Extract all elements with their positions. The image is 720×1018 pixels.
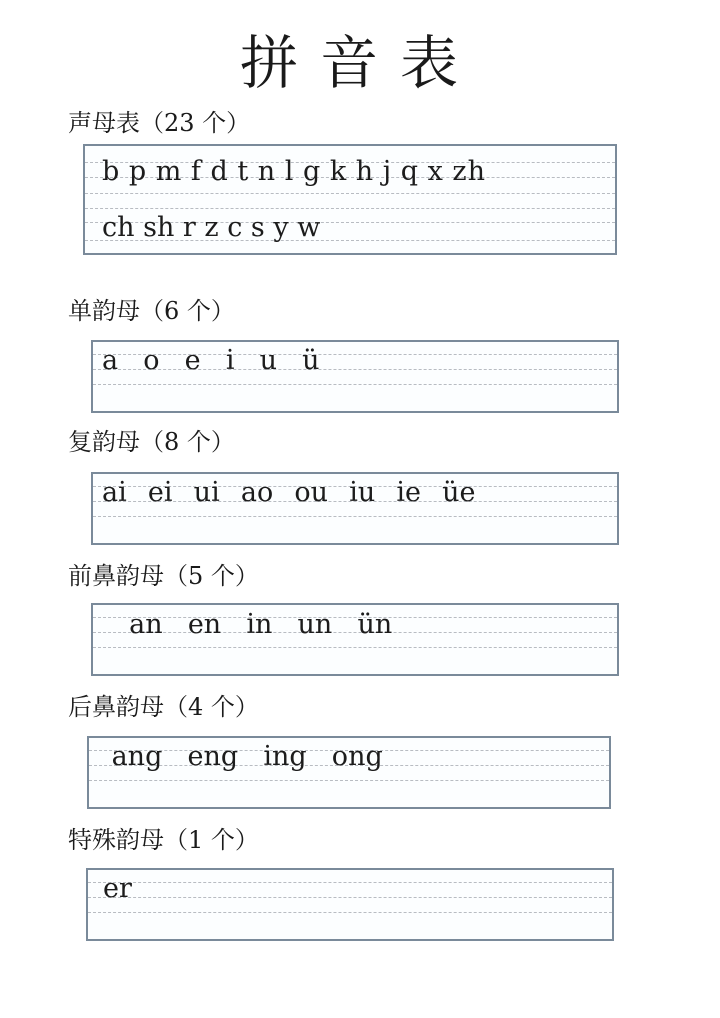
pinyin-row: a o e i u ü xyxy=(102,345,320,376)
front-nasal-finals-box xyxy=(91,603,619,676)
initials-box xyxy=(83,144,617,255)
pinyin-row: an en in un ün xyxy=(104,609,393,640)
special-finals-box xyxy=(86,868,614,941)
guide-line xyxy=(88,912,612,913)
guide-line xyxy=(88,882,612,883)
back-nasal-finals-box xyxy=(87,736,611,809)
section-label-simple-finals: 单韵母（6 个） xyxy=(68,297,235,325)
guide-line xyxy=(85,208,615,209)
guide-line xyxy=(93,384,617,385)
guide-line xyxy=(93,647,617,648)
guide-line xyxy=(88,897,612,898)
section-label-back-nasal-finals: 后鼻韵母（4 个） xyxy=(68,693,259,721)
pinyin-row: ang eng ing ong xyxy=(99,741,383,772)
section-label-initials: 声母表（23 个） xyxy=(68,109,251,137)
compound-finals-box xyxy=(91,472,619,545)
section-label-front-nasal-finals: 前鼻韵母（5 个） xyxy=(68,562,259,590)
guide-line xyxy=(85,193,615,194)
title-char: 表 xyxy=(400,29,481,97)
page-title xyxy=(0,28,720,98)
title-char: 音 xyxy=(319,29,400,97)
simple-finals-box xyxy=(91,340,619,413)
title-char: 拼 xyxy=(239,29,320,97)
guide-line xyxy=(89,780,609,781)
pinyin-row: ai ei ui ao ou iu ie üe xyxy=(102,477,476,508)
pinyin-row: ch sh r z c s y w xyxy=(102,212,321,243)
pinyin-row: er xyxy=(103,873,132,904)
section-label-compound-finals: 复韵母（8 个） xyxy=(68,428,235,456)
guide-line xyxy=(93,516,617,517)
pinyin-row: b p m f d t n l g k h j q x zh xyxy=(102,156,487,187)
section-label-special-finals: 特殊韵母（1 个） xyxy=(68,826,259,854)
